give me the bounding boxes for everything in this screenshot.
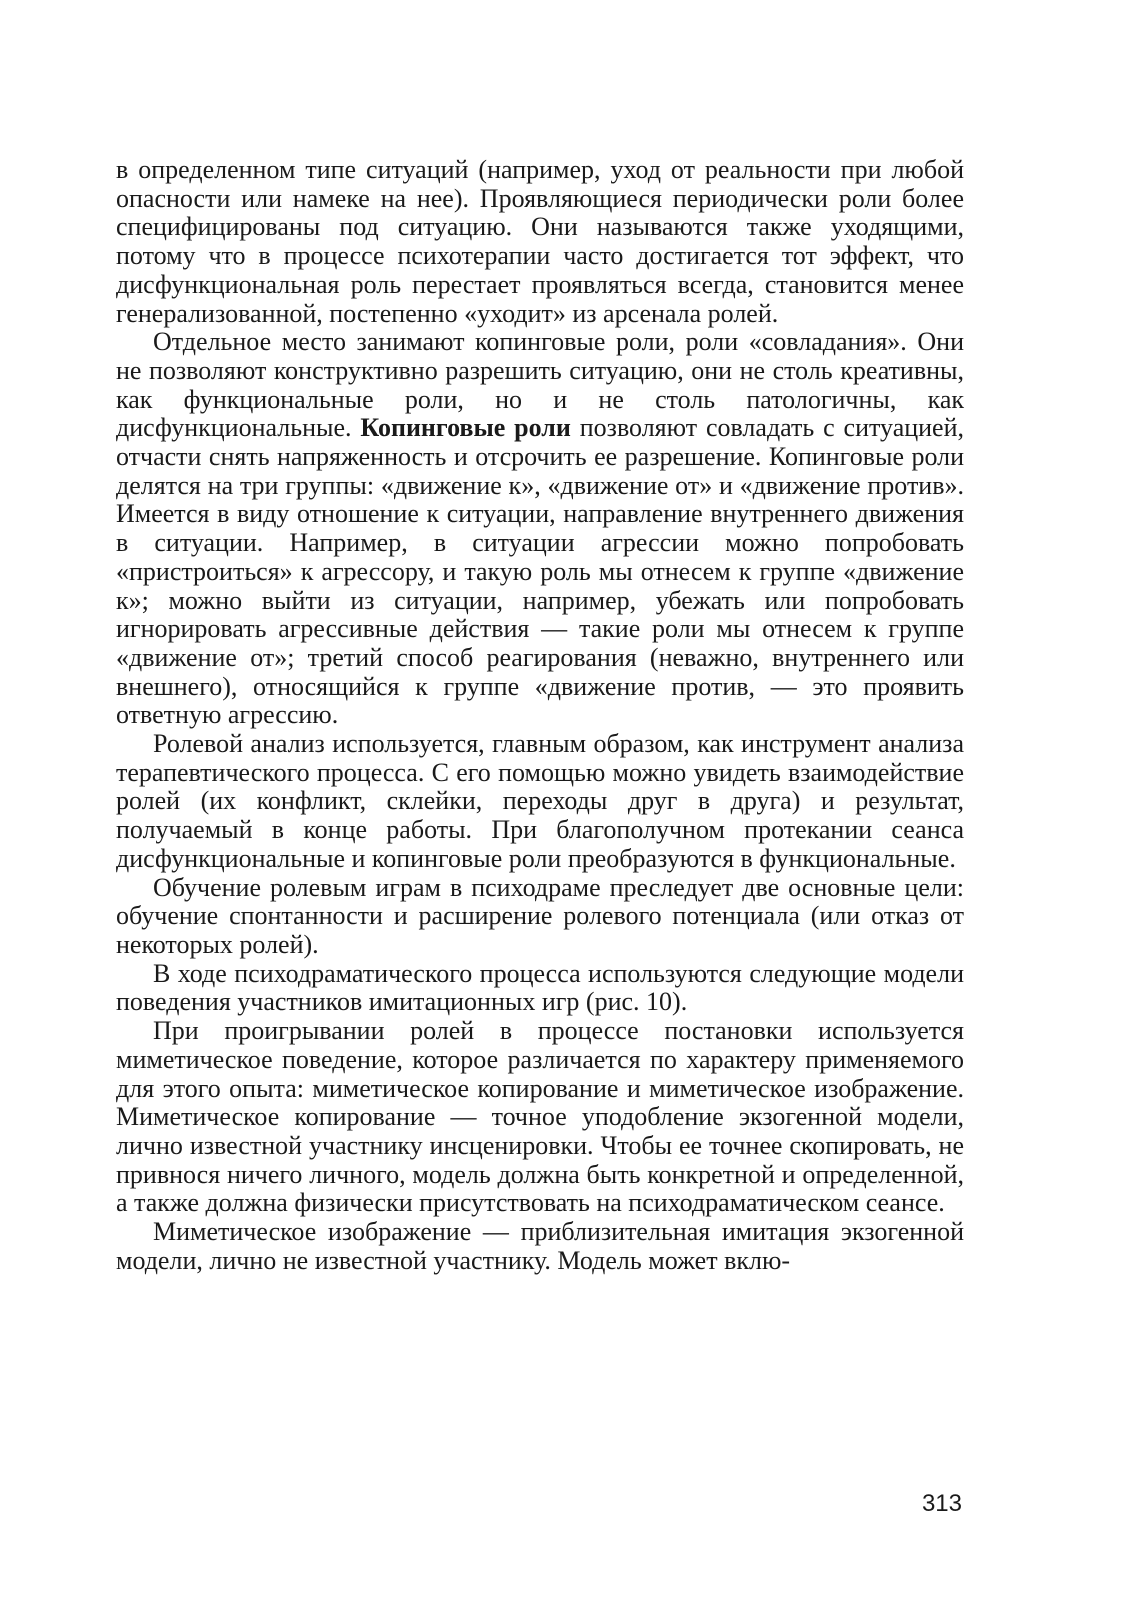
- paragraph-text: позволяют совладать с ситуацией, отчасти снять напряженность и отсрочить ее разрешение. Копинговые роли делятся на три группы: «движение к», «движение от» и «движение против». Имеется в виду отношение к ситуации, направление внутреннего движения в ситуации. Например, в ситуации агрессии можно попробовать «пристроиться» к агрессору, и такую роль мы отнесем к группе «движение к»; можно выйти из ситуации, например, убежать или попробовать игнорировать агрессивные действия — такие роли мы отнесем к группе «движение от»; третий способ реагирования (неважно, внутреннего или внешнего), относящийся к группе «движение против, — это проявить ответную агрессию.: [116, 413, 965, 730]
- paragraph-mimetic-behavior: При проигрывании ролей в процессе постановки используется миметическое поведение, которое различается по характеру применяемого для этого опыта: миметическое копирование и миметическое изображение. Миметическое копирование — точное уподобление экзогенной модели, лично известной участнику инсценировки. Чтобы ее точнее скопировать, не привнося ничего личного, модель должна быть конкретной и определенной, а также должна физически присутствовать на психодраматическом сеансе.: [116, 1016, 964, 1218]
- bold-term: Копинговые роли: [360, 413, 571, 443]
- paragraph-mimetic-depiction: Миметическое изображение — приблизительная имитация экзогенной модели, лично не известной участнику. Модель может вклю-: [116, 1217, 964, 1275]
- paragraph-continuation: в определенном типе ситуаций (например, уход от реальности при любой опасности или намеке на нее). Проявляющиеся периодически роли более специфицированы под ситуацию. Они называются также уходящими, потому что в процессе психотерапии часто достигается тот эффект, что дисфункциональная роль перестает проявляться всегда, становится менее генерализованной, постепенно «уходит» из арсенала ролей.: [116, 155, 964, 328]
- page-number: 313: [921, 1490, 962, 1517]
- paragraph-role-analysis: Ролевой анализ используется, главным образом, как инструмент анализа терапевтического процесса. С его помощью можно увидеть взаимодействие ролей (их конфликт, склейки, переходы друг в друга) и результат, получаемый в конце работы. При благополучном протекании сеанса дисфункциональные и копинговые роли преобразуются в функциональные.: [116, 729, 964, 873]
- paragraph-models: В ходе психодраматического процесса используются следующие модели поведения участников имитационных игр (рис. 10).: [116, 958, 964, 1017]
- body-text: [116, 156, 964, 1275]
- paragraph-text: Отдельное место занимают копинговые роли, роли «совладания». Они не позволяют конструктивно разрешить ситуацию, они не столь креативны, как функциональные роли, но и не столь патологичны, как дисфункциональные.: [116, 327, 964, 443]
- paragraph-coping-roles: [116, 328, 964, 730]
- paragraph-training: Обучение ролевым играм в психодраме преследует две основные цели: обучение спонтанности и расширение ролевого потенциала (или отказ от некоторых ролей).: [116, 872, 964, 959]
